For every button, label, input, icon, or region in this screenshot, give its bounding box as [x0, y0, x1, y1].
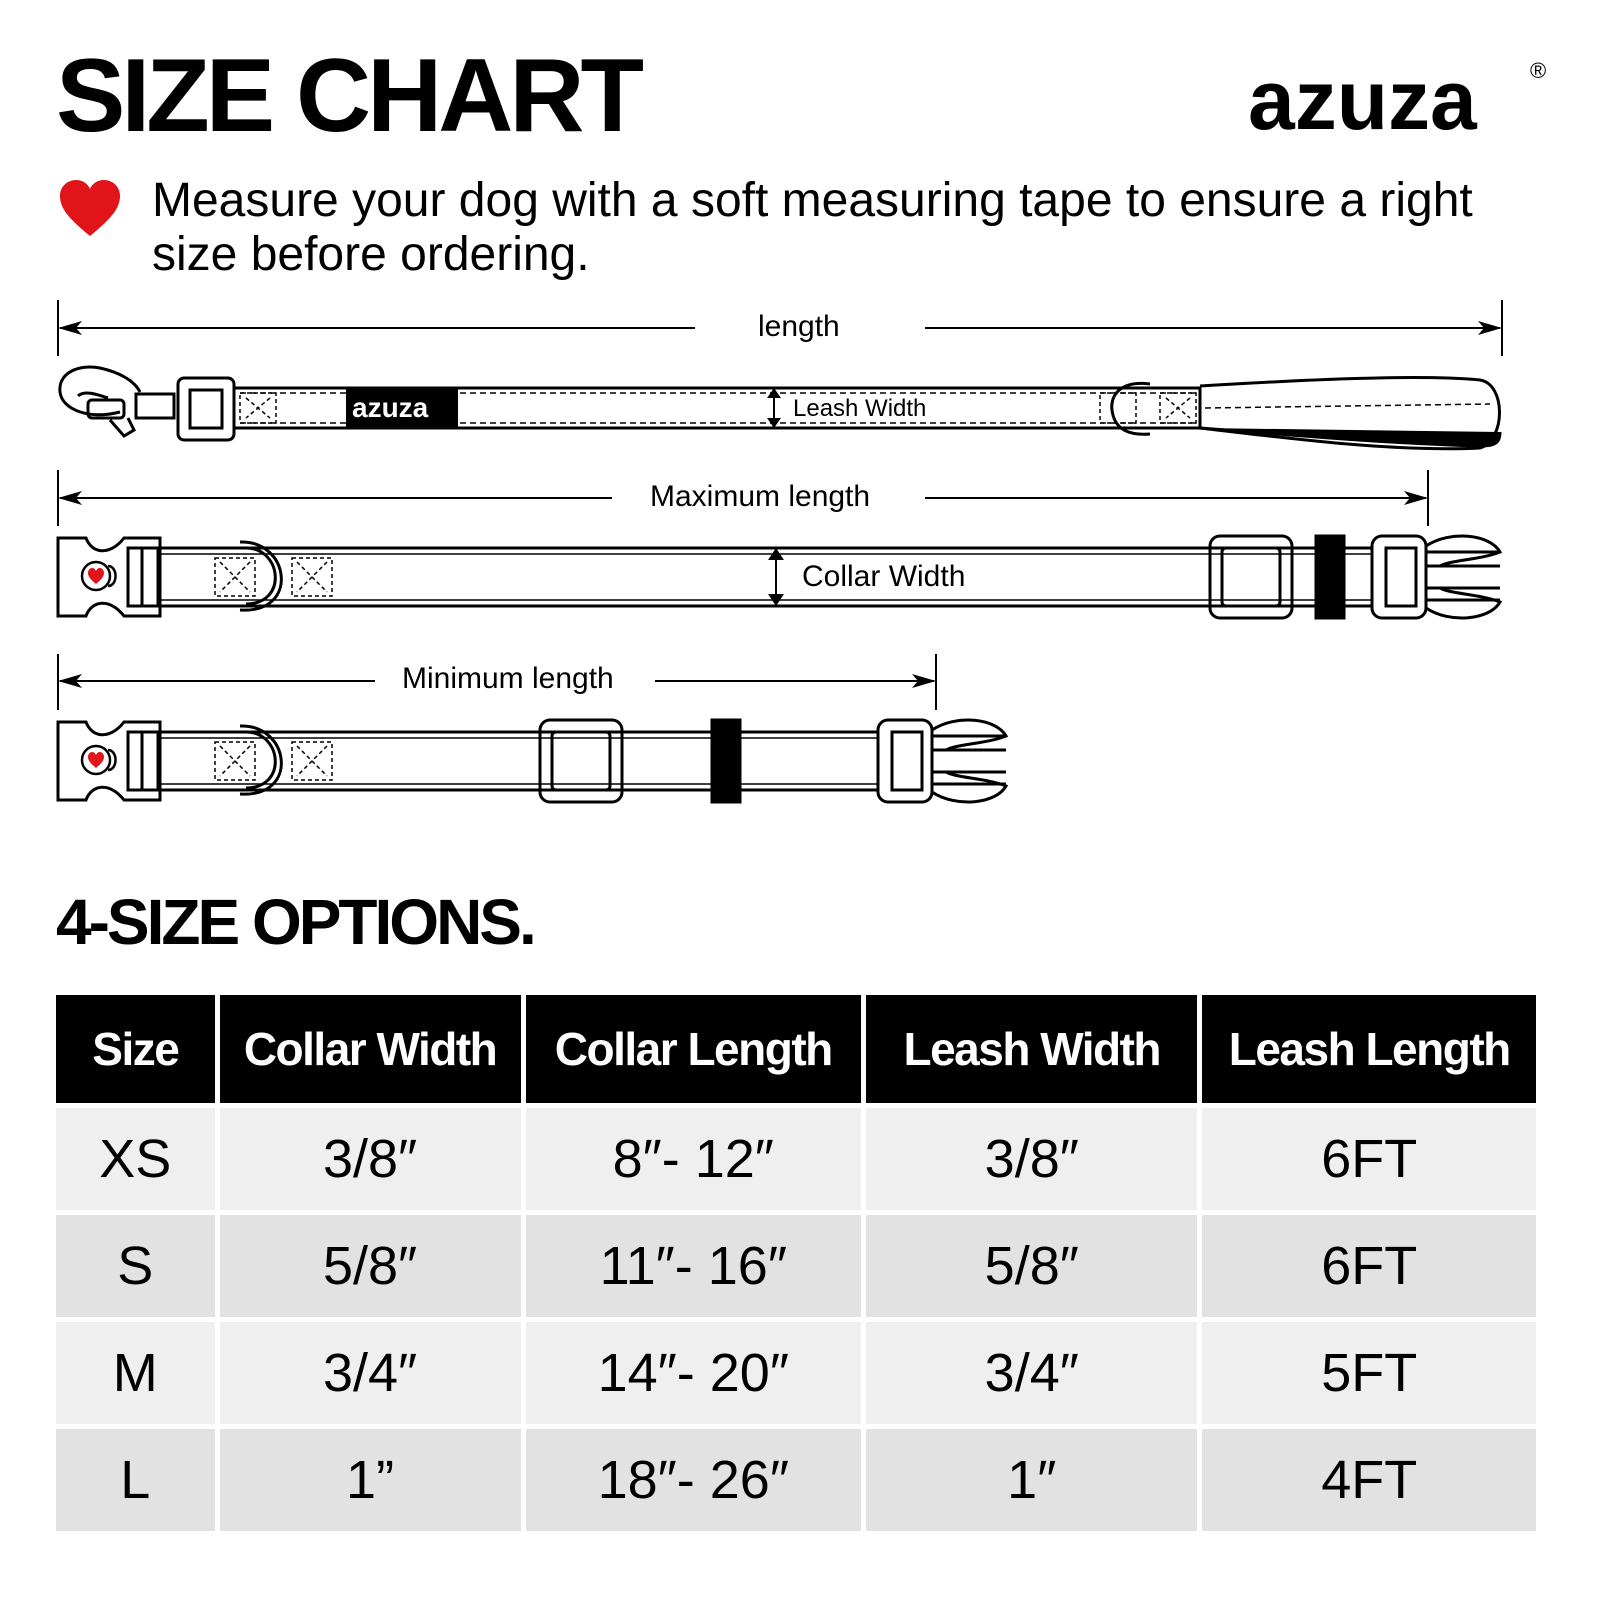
table-row — [56, 1215, 1536, 1317]
intro-text: Measure your dog with a soft measuring tape to ensure a right size before ordering. — [152, 174, 1473, 281]
cell-leash-width: 3/8″ — [866, 1108, 1197, 1210]
header-leash-width: Leash Width — [866, 995, 1197, 1103]
page-title: SIZE CHART — [56, 38, 640, 154]
collar-min-buckle-heart-icon — [82, 746, 116, 774]
cell-size: M — [56, 1322, 215, 1424]
cell-leash-length: 6FT — [1202, 1108, 1536, 1210]
cell-collar-length: 11″- 16″ — [526, 1215, 862, 1317]
cell-collar-length: 14″- 20″ — [526, 1322, 862, 1424]
cell-leash-width: 1″ — [866, 1429, 1197, 1531]
header-size: Size — [56, 995, 215, 1103]
cell-leash-length: 5FT — [1202, 1322, 1536, 1424]
leash-length-label: length — [758, 310, 840, 343]
cell-leash-length: 6FT — [1202, 1215, 1536, 1317]
leash-badge-text: azuza — [352, 392, 429, 423]
table-row — [56, 1108, 1536, 1210]
cell-collar-length: 18″- 26″ — [526, 1429, 862, 1531]
brand-wordmark: azuza — [1248, 53, 1477, 147]
cell-collar-width: 3/4″ — [220, 1322, 521, 1424]
header-leash-length: Leash Length — [1202, 995, 1536, 1103]
table-header-row — [56, 995, 1536, 1103]
cell-collar-width: 1” — [220, 1429, 521, 1531]
cell-leash-width: 5/8″ — [866, 1215, 1197, 1317]
cell-collar-width: 5/8″ — [220, 1215, 521, 1317]
leash-width-arrow — [767, 388, 781, 428]
collar-min-length-label: Minimum length — [402, 662, 614, 695]
collar-width-label: Collar Width — [802, 560, 966, 593]
cell-size: XS — [56, 1108, 215, 1210]
cell-leash-width: 3/4″ — [866, 1322, 1197, 1424]
table-row — [56, 1429, 1536, 1531]
cell-collar-width: 3/8″ — [220, 1108, 521, 1210]
collar-max-illustration — [58, 536, 1500, 618]
cell-collar-length: 8″- 12″ — [526, 1108, 862, 1210]
collar-max-length-label: Maximum length — [650, 480, 871, 513]
collar-buckle-heart-icon — [82, 562, 116, 590]
table-row — [56, 1322, 1536, 1424]
leash-illustration — [60, 367, 1500, 449]
header-collar-length: Collar Length — [526, 995, 862, 1103]
collar-width-arrow — [768, 548, 784, 606]
header-collar-width: Collar Width — [220, 995, 521, 1103]
cell-size: S — [56, 1215, 215, 1317]
cell-leash-length: 4FT — [1202, 1429, 1536, 1531]
registered-mark: ® — [1530, 58, 1547, 83]
size-table — [51, 990, 1541, 1536]
size-options-title: 4-SIZE OPTIONS. — [56, 886, 534, 958]
leash-width-label: Leash Width — [793, 395, 927, 422]
cell-size: L — [56, 1429, 215, 1531]
collar-min-illustration — [58, 720, 1006, 802]
